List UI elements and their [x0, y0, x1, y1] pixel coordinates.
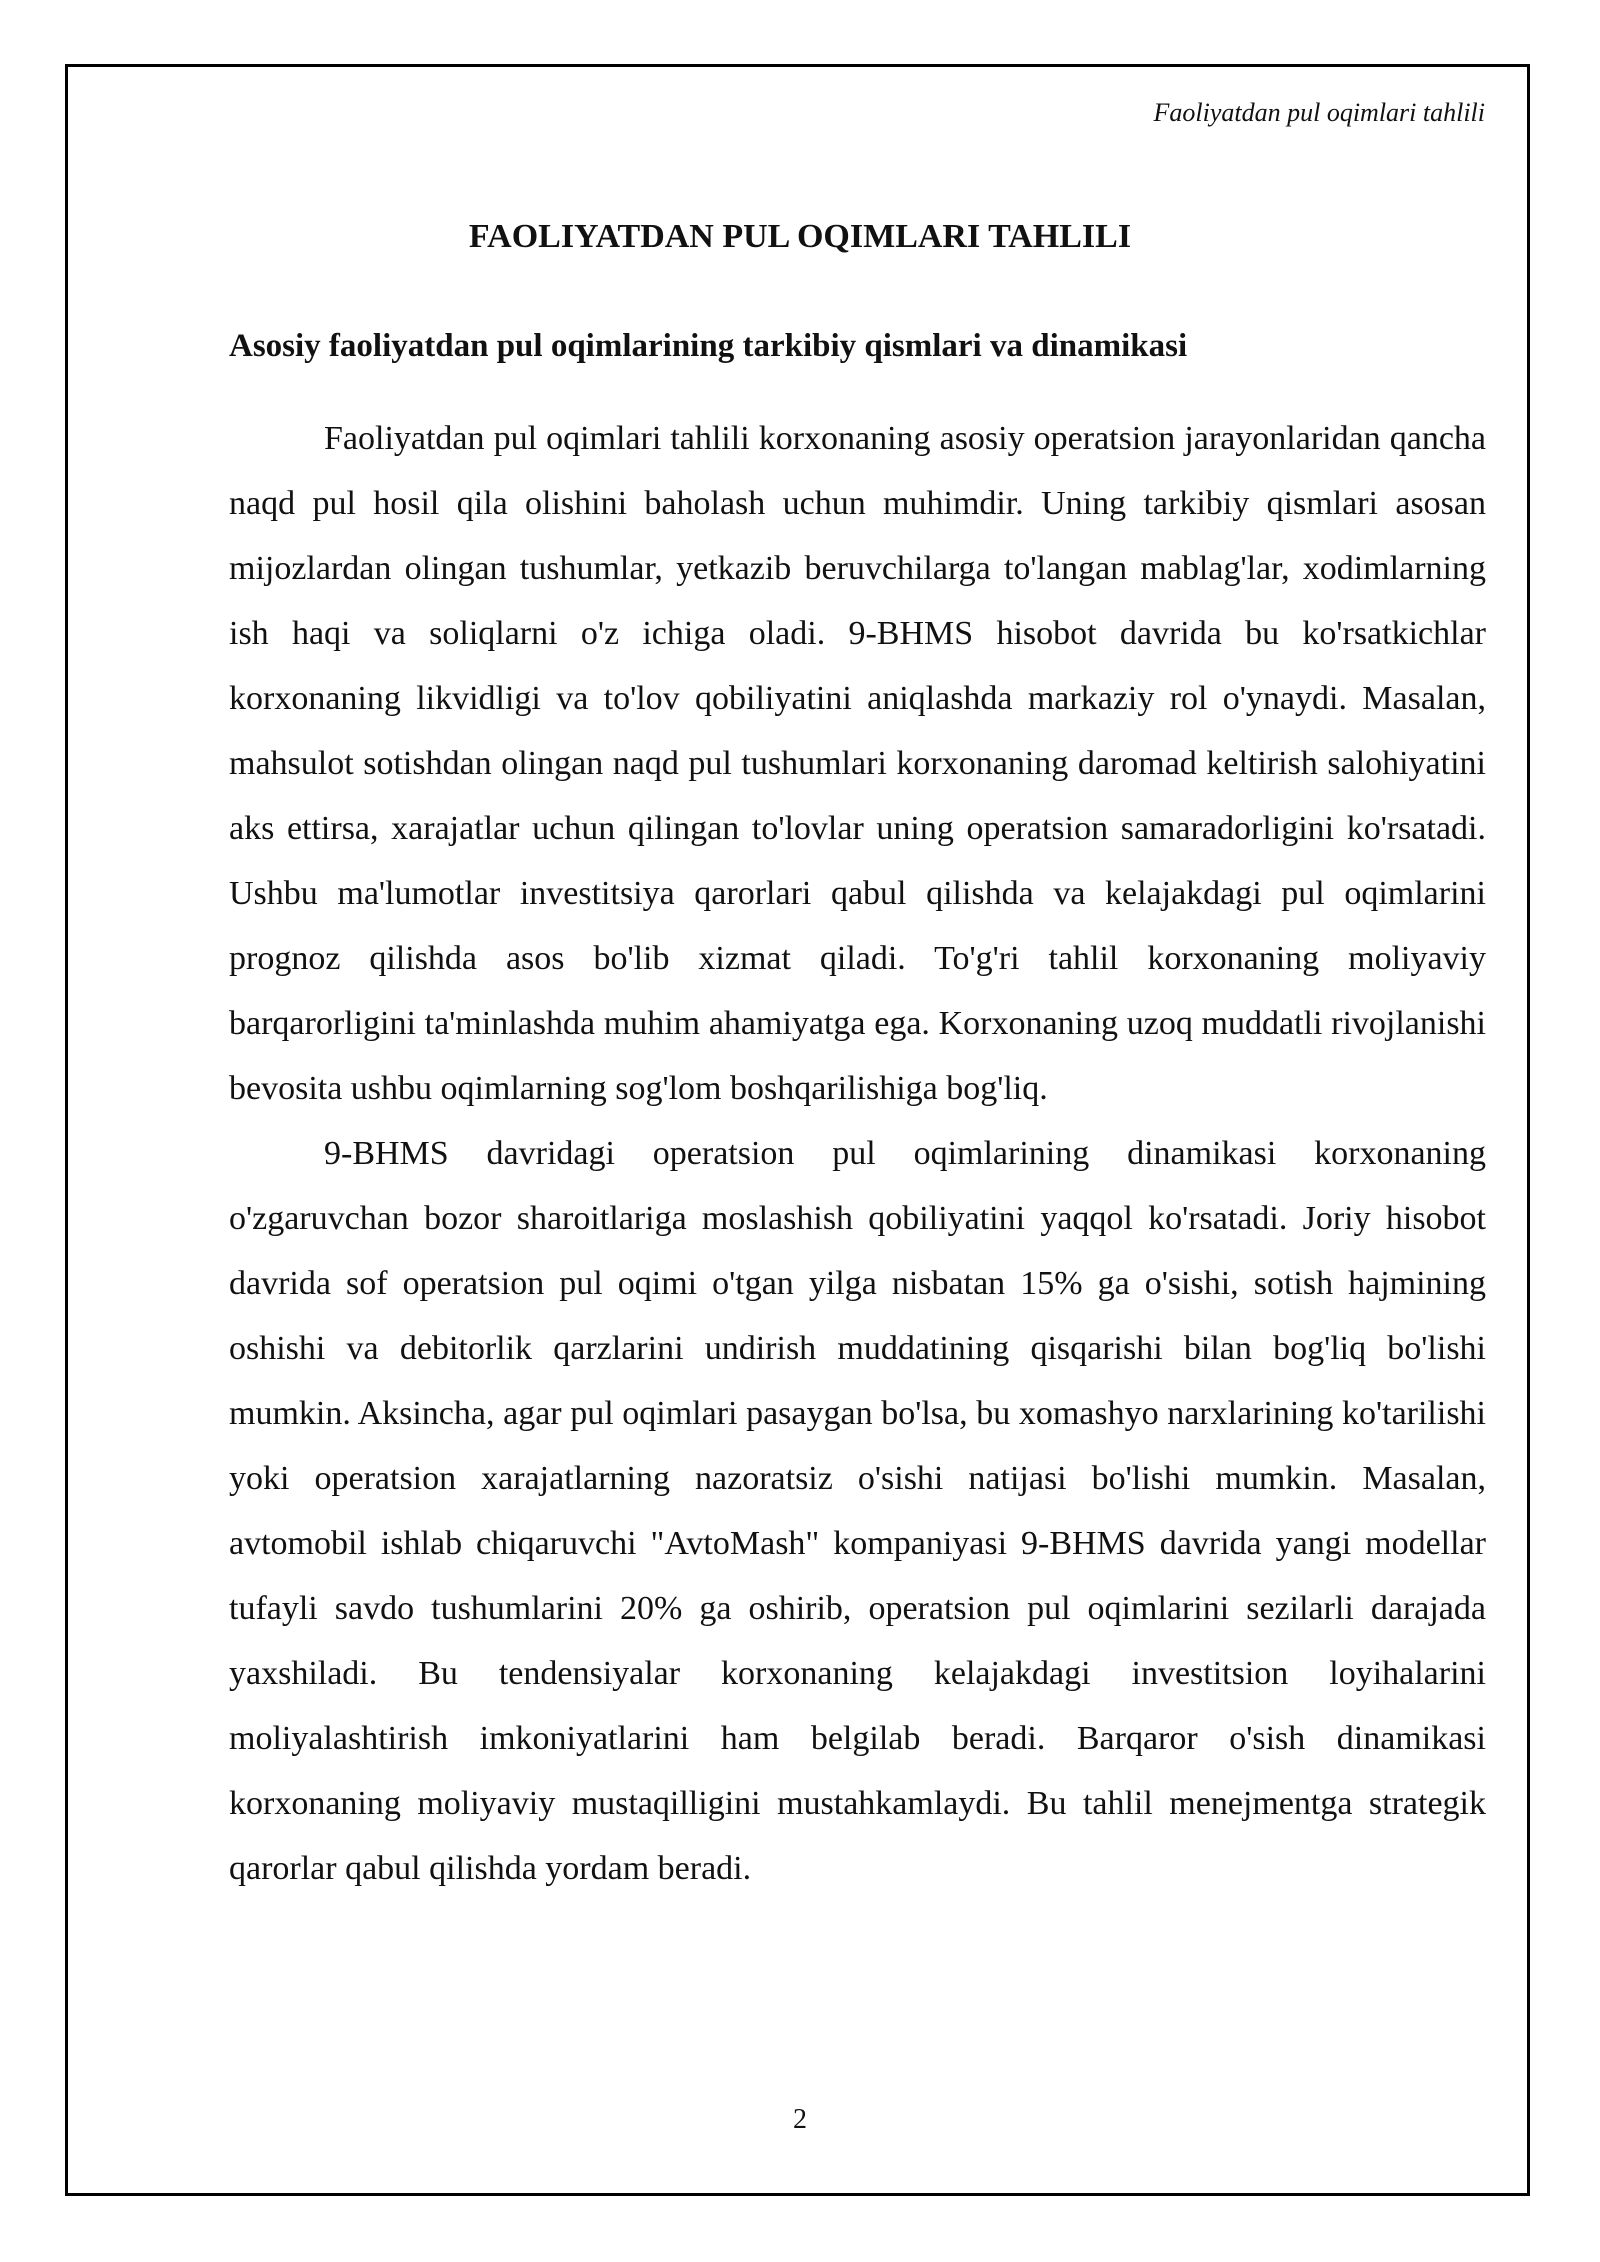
section-heading: Asosiy faoliyatdan pul oqimlarining tarkibiy qismlari va dinamikasi [229, 328, 1188, 364]
document-title: FAOLIYATDAN PUL OQIMLARI TAHLILI [468, 218, 1132, 255]
running-header: Faoliyatdan pul oqimlari tahlili [1153, 98, 1485, 127]
page-number: 2 [793, 2104, 807, 2135]
paragraph-1: Faoliyatdan pul oqimlari tahlili korxonaning asosiy operatsion jarayonlaridan qancha naqd pul hosil qila olishini baholash uchun muhimdir. Uning tarkibiy qismlari asosan mijozlardan olingan tushumlar, yetkazib beruvchilarga to'langan mablag'lar, xodimlarning ish haqi va soliqlarni o'z ichiga oladi. 9-BHMS hisobot davrida bu ko'rsatkichlar korxonaning likvidligi va to'lov qobiliyatini aniqlashda markaziy rol o'ynaydi. Masalan, mahsulot sotishdan olingan naqd pul tushumlari korxonaning daromad keltirish salohiyatini aks ettirsa, xarajatlar uchun qilingan to'lovlar uning operatsion samaradorligini ko'rsatadi. Ushbu ma'lumotlar investitsiya qarorlari qabul qilishda va kelajakdagi pul oqimlarini prognoz qilishda asos bo'lib xizmat qiladi. To'g'ri tahlil korxonaning moliyaviy barqarorligini ta'minlashda muhim ahamiyatga ega. Korxonaning uzoq muddatli rivojlanishi bevosita ushbu oqimlarning sog'lom boshqarilishiga bog'liq. [229, 420, 1486, 1107]
paragraph-2: 9-BHMS davridagi operatsion pul oqimlarining dinamikasi korxonaning o'zgaruvchan bozor sharoitlariga moslashish qobiliyatini yaqqol ko'rsatadi. Joriy hisobot davrida sof operatsion pul oqimi o'tgan yilga nisbatan 15% ga o'sishi, sotish hajmining oshishi va debitorlik qarzlarini undirish muddatining qisqarishi bilan bog'liq bo'lishi mumkin. Aksincha, agar pul oqimlari pasaygan bo'lsa, bu xomashyo narxlarining ko'tarilishi yoki operatsion xarajatlarning nazoratsiz o'sishi natijasi bo'lishi mumkin. Masalan, avtomobil ishlab chiqaruvchi "AvtoMash" kompaniyasi 9-BHMS davrida yangi modellar tufayli savdo tushumlarini 20% ga oshirib, operatsion pul oqimlarini sezilarli darajada yaxshiladi. Bu tendensiyalar korxonaning kelajakdagi investitsion loyihalarini moliyalashtirish imkoniyatlarini ham belgilab beradi. Barqaror o'sish dinamikasi korxonaning moliyaviy mustaqilligini mustahkamlaydi. Bu tahlil menejmentga strategik qarorlar qabul qilishda yordam beradi. [229, 1135, 1486, 1887]
body-text [229, 406, 1486, 1901]
